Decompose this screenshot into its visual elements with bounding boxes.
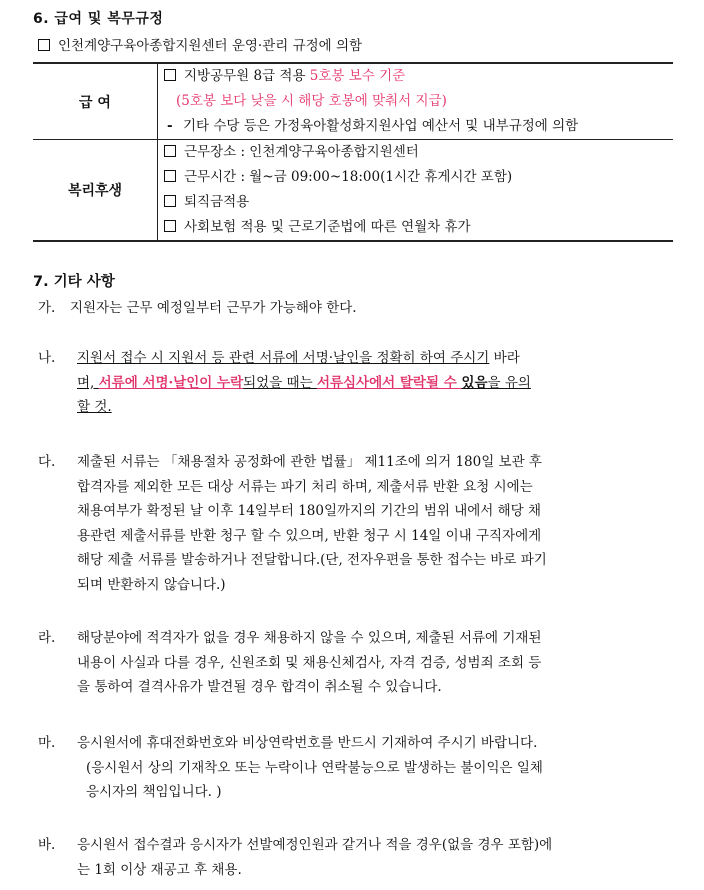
checkbox-icon <box>164 145 176 157</box>
item-na: 나. 지원서 접수 시 지원서 등 관련 서류에 서명·날인을 정확히 하여 주시기 바라 며, 서류에 서명·날인이 누락되었을 때는 서류심사에서 탈락될 수 있음을 유의 할 것. <box>38 346 678 420</box>
warning-highlight: 서류심사에서 탈락될 수 <box>316 374 462 391</box>
welfare-item: 사회보험 적용 및 근로기준법에 따른 연월차 휴가 <box>164 215 673 240</box>
item-marker: 나. <box>38 350 56 366</box>
section-6-title: 6. 급여 및 복무규정 <box>33 11 164 27</box>
item-marker: 라. <box>38 630 56 646</box>
welfare-item: 근무장소 : 인천계양구육아종합지원센터 <box>164 140 673 165</box>
salary-line-2 <box>164 89 673 114</box>
item-ra: 라. 해당분야에 적격자가 없을 경우 채용하지 않을 수 있으며, 제출된 서류에 기재된 내용이 사실과 다를 경우, 신원조회 및 채용신체검사, 자격 검증, 성범죄 조회 등 을 통하여 결격사유가 발견될 경우 합격이 취소될 수 있습니다. <box>38 626 678 700</box>
salary-line-1: 지방공무원 8급 적용 5호봉 보수 기준 <box>164 64 673 89</box>
basis-text: 인천계양구육아종합지원센터 운영·관리 규정에 의함 <box>58 38 363 54</box>
salary-line-3: - 기타 수당 등은 가정육아활성화지원사업 예산서 및 내부규정에 의함 <box>164 114 673 139</box>
dash-bullet-icon: - <box>167 118 173 134</box>
welfare-label: 복리후생 <box>33 140 158 242</box>
salary-label: 급 여 <box>33 63 158 140</box>
section-7-title: 7. 기타 사항 <box>33 274 115 290</box>
welfare-content <box>158 140 674 242</box>
welfare-item: 근무시간 : 월~금 09:00~18:00(1시간 휴게시간 포함) <box>164 165 673 190</box>
item-da: 다. 제출된 서류는 「채용절차 공정화에 관한 법률」 제11조에 의거 180일 보관 후 합격자를 제외한 모든 대상 서류는 파기 처리 하며, 제출서류 반환 요청 시에는 채용여부가 확정된 날 이후 14일부터 180일까지의 기간의 범위 내에서 해당 채 용관련 제출서류를 반환 청구 할 수 있으며, 반환 청구 시 14일 이내 구직자에게 해당 제출 서류를 발송하거나 전달합니다.(단, 전자우편을 통한 접수는 바로 파기 되며 반환하지 않습니다.) <box>38 450 678 597</box>
salary-note-highlight: (5호봉 보다 낮을 시 해당 호봉에 맞춰서 지급) <box>176 93 447 109</box>
checkbox-icon <box>164 220 176 232</box>
warning-highlight: 서류에 서명·날인이 누락 <box>98 374 244 391</box>
terms-table <box>33 62 673 242</box>
salary-content <box>158 63 674 140</box>
checkbox-icon <box>38 39 50 51</box>
salary-row <box>33 63 673 140</box>
item-marker: 가. <box>38 300 56 316</box>
item-text: 지원자는 근무 예정일부터 근무가 가능해야 한다. <box>70 300 357 316</box>
checkbox-icon <box>164 195 176 207</box>
item-ga <box>38 296 678 321</box>
section-6-basis <box>38 34 362 54</box>
item-ba: 바. 응시원서 접수결과 응시자가 선발예정인원과 같거나 적을 경우(없을 경우 포함)에 는 1회 이상 재공고 후 채용. <box>38 833 678 882</box>
salary-step-highlight: 5호봉 보수 기준 <box>309 68 406 84</box>
item-marker: 마. <box>38 735 56 751</box>
item-marker: 다. <box>38 454 56 470</box>
item-marker: 바. <box>38 837 56 853</box>
item-ma: 마. 응시원서에 휴대전화번호와 비상연락번호를 반드시 기재하여 주시기 바랍니다. (응시원서 상의 기재착오 또는 누락이나 연락불능으로 발생하는 불이익은 일체 응시자의 책임입니다. ) <box>38 731 678 805</box>
checkbox-icon <box>164 69 176 81</box>
welfare-row <box>33 140 673 242</box>
checkbox-icon <box>164 170 176 182</box>
welfare-item: 퇴직금적용 <box>164 190 673 215</box>
